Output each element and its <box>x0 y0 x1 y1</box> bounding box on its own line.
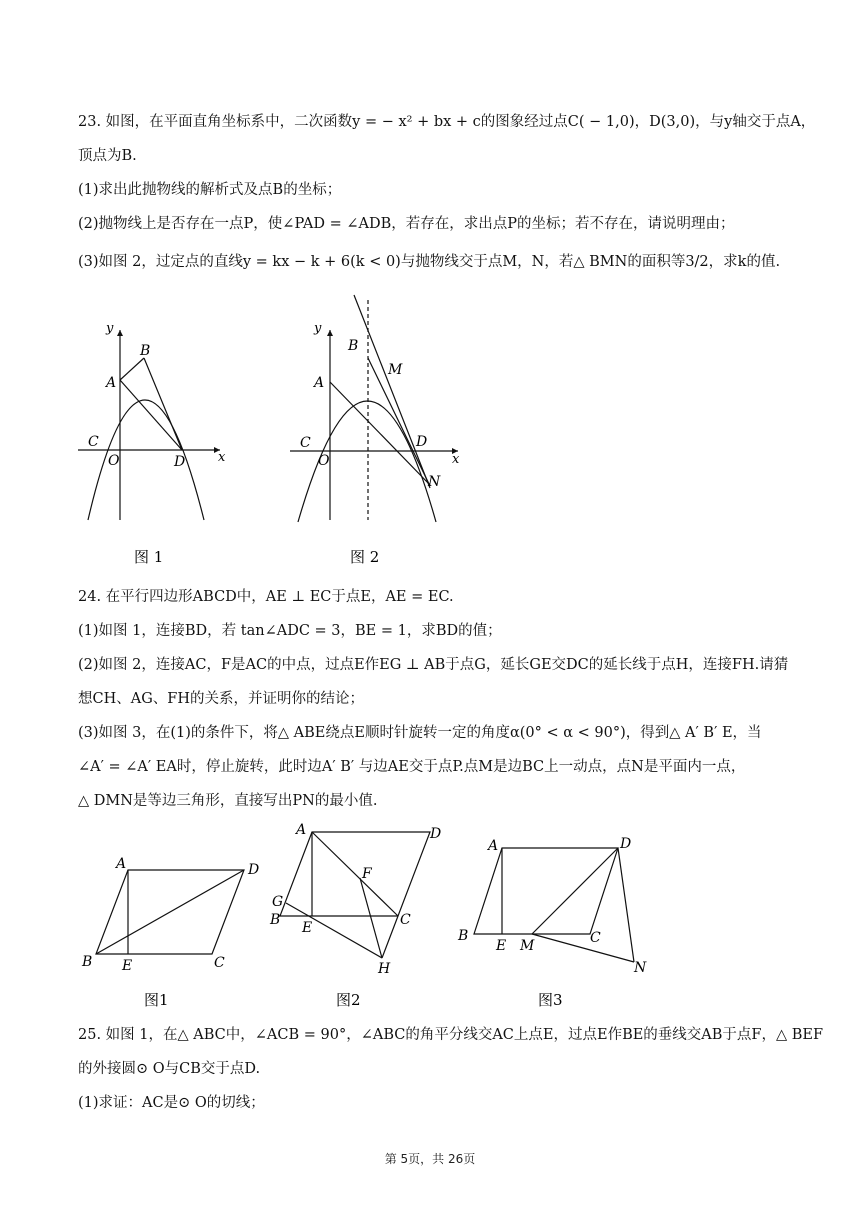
q24f2-label-G: G <box>272 894 284 910</box>
fig2-label-C: C <box>300 435 311 451</box>
q24f3-caption: 图3 <box>538 991 563 1009</box>
q24-line-1: 24. 在平行四边形ABCD中，AE ⊥ EC于点E，AE = EC. <box>78 589 454 605</box>
fig2-label-B: B <box>348 338 359 354</box>
q24f3-label-E: E <box>496 938 507 954</box>
q24f1-label-A: A <box>116 856 127 872</box>
q24f2-label-B: B <box>270 912 281 928</box>
q25-part-1: (1)求证：AC是⊙ O的切线； <box>78 1095 265 1111</box>
fig1-label-D: D <box>174 454 186 470</box>
fig1-x-label: x <box>218 450 226 465</box>
q24f2-label-H: H <box>378 961 391 977</box>
q24f3-label-D: D <box>620 836 632 852</box>
fig2-caption: 图 2 <box>350 548 380 566</box>
fig1-caption: 图 1 <box>134 548 164 566</box>
q23-figure-1 <box>70 310 250 570</box>
q24-figure-3 <box>456 830 676 1015</box>
q24f3-label-M: M <box>520 938 535 954</box>
q24-part-3-cont-2: △ DMN是等边三角形，直接写出PN的最小值. <box>78 793 378 809</box>
q24f3-label-B: B <box>458 928 469 944</box>
fig2-label-A: A <box>314 375 325 391</box>
q25-line-2: 的外接圆⊙ O与CB交于点D. <box>78 1061 261 1077</box>
q23-part-1: (1)求出此抛物线的解析式及点B的坐标； <box>78 182 342 198</box>
q24f1-caption: 图1 <box>144 991 169 1009</box>
fig1-label-A: A <box>106 375 117 391</box>
fig1-label-B: B <box>140 343 151 359</box>
page-footer: 第 5页，共 26页 <box>384 1152 476 1166</box>
q24f2-label-C: C <box>400 912 411 928</box>
q23-part-2: (2)抛物线上是否存在一点P，使∠PAD = ∠ADB，若存在，求出点P的坐标；若不存在，请说明理由； <box>78 216 735 232</box>
q24-figure-1 <box>74 850 274 1015</box>
q24-part-2: (2)如图 2，连接AC，F是AC的中点，过点E作EG ⊥ AB于点G，延长GE交DC的延长线于点H，连接FH.请猜 <box>78 657 789 673</box>
q24f1-label-D: D <box>248 862 260 878</box>
q23-part-3: (3)如图 2，过定点的直线y = kx − k + 6(k < 0)与抛物线交于点M，N，若△ BMN的面积等3/2，求k的值. <box>78 254 781 270</box>
q23-line-2: 顶点为B. <box>78 148 137 164</box>
q24f2-label-E: E <box>302 920 313 936</box>
q24f1-label-E: E <box>122 958 133 974</box>
fig1-y-label: y <box>106 321 114 336</box>
q24-part-2-cont: 想CH、AG、FH的关系，并证明你的结论； <box>78 691 364 707</box>
fig2-x-label: x <box>452 452 460 467</box>
fig1-label-C: C <box>88 434 99 450</box>
q24f2-caption: 图2 <box>336 991 361 1009</box>
q24f3-label-C: C <box>590 930 601 946</box>
q24-figure-2 <box>266 820 469 1015</box>
q24f3-label-A: A <box>488 838 499 854</box>
q24f2-label-F: F <box>362 866 372 882</box>
q24-part-3: (3)如图 3，在(1)的条件下，将△ ABE绕点E顺时针旋转一定的角度α(0° < α < 90°)，得到△ A′ B′ E，当 <box>78 725 762 741</box>
q24-part-1: (1)如图 1，连接BD，若 tan∠ADC = 3，BE = 1，求BD的值； <box>78 623 502 639</box>
q24f2-label-A: A <box>296 822 307 838</box>
q24f1-label-B: B <box>82 954 93 970</box>
q24f3-label-N: N <box>634 960 647 976</box>
fig2-label-O: O <box>318 453 330 469</box>
fig2-label-N: N <box>428 474 441 490</box>
q24f2-label-D: D <box>430 826 442 842</box>
fig2-label-D: D <box>416 434 428 450</box>
q23-figure-2 <box>288 290 478 570</box>
q23-line-1: 23. 如图，在平面直角坐标系中，二次函数y = − x² + bx + c的图象经过点C( − 1,0)，D(3,0)，与y轴交于点A， <box>78 114 816 130</box>
q24f1-label-C: C <box>214 955 225 971</box>
fig1-label-O: O <box>108 453 120 469</box>
fig2-label-M: M <box>388 362 403 378</box>
fig2-y-label: y <box>314 321 322 336</box>
q24-part-3-cont-1: ∠A′ = ∠A′ EA时，停止旋转，此时边A′ B′ 与边AE交于点P.点M是边BC上一动点，点N是平面内一点， <box>78 759 746 775</box>
q25-line-1: 25. 如图 1，在△ ABC中，∠ACB = 90°，∠ABC的角平分线交AC上点E，过点E作BE的垂线交AB于点F，△ BEF <box>78 1027 824 1043</box>
